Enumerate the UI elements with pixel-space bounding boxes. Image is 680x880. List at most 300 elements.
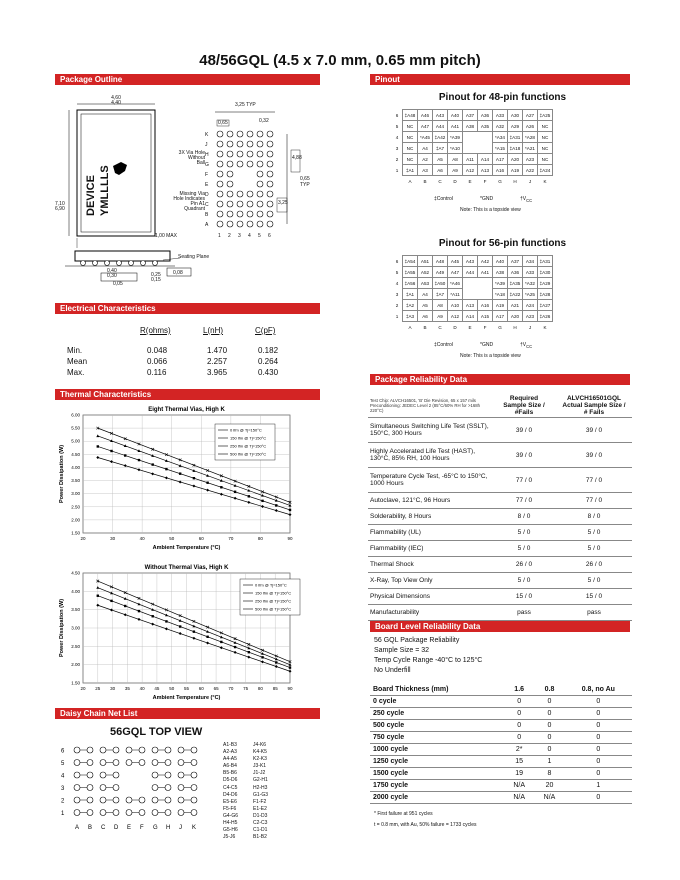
pin-cell: A14 [463,311,478,322]
daisy-ball [126,797,132,803]
board-cell-c: 750 cycle [370,732,504,744]
col-label: E [468,178,472,184]
pin-cell: A36 [478,110,493,121]
data-point [152,615,154,617]
reliability-test: Thermal Shock [368,557,492,573]
data-point [206,636,208,638]
daisy-ball [152,785,158,791]
row-label: 1 [395,167,399,173]
pin-cell: NC [403,154,418,165]
board-cell-b: 8 [534,768,564,780]
daisy-right-list: J4-K6 K4-K5 K2-K3 J3-K1 J1-J2 G2-H1 H2-H3 G1-G3 F1-F2 E1-E2 D1-D3 C2-C3 C1-D1 B1-B2 [253,742,269,841]
chart-title: Without Thermal Vias, High K [144,565,229,571]
y-tick-label: 4.50 [71,570,80,576]
dim-width: 4,60 4,40 [111,95,121,106]
pin-cell: *A39 [448,132,463,143]
daisy-ball [139,797,145,803]
pin-cell: *A34 [493,132,508,143]
board-cell-d: 0 [565,768,632,780]
daisy-grid-svg [55,742,215,842]
board-cell-d: 0 [565,792,632,804]
x-tick-label: 45 [154,686,160,691]
legend-entry: 150 lfm @ Tj=150°C [230,435,267,441]
reliability-act: 77 / 0 [556,468,632,493]
x-tick-label: 65 [213,686,219,691]
thermal-chart-eight-vias [55,400,320,555]
x-tick-label: 70 [228,686,234,691]
pin-cell [463,132,478,143]
daisy-ball [74,810,80,816]
board-row [370,708,632,720]
pin-cell: ‡A29 [538,278,553,289]
x-tick-label: 30 [110,686,116,691]
page-title: 48/56GQL (4.5 x 7.0 mm, 0.65 mm pitch) [199,52,481,69]
daisy-ball [87,797,93,803]
pin-cell: A19 [508,165,523,176]
board-row [370,696,632,708]
header-08-noau: 0.8, no Au [565,684,632,696]
daisy-col-label: B [88,825,93,831]
legend-entry: 500 lfm @ Tj=150°C [230,451,267,457]
col-label: H [513,324,517,330]
data-point [124,454,126,456]
dim-040: 0,40 0,30 [107,268,117,279]
cell-l: 2.257 [207,357,228,366]
row-label: 6 [395,258,399,264]
lot-marking: YMLLLLS [99,165,111,216]
board-cell-a: N/A [504,792,534,804]
board-cell-c: 1750 cycle [370,780,504,792]
cell-r: 0.066 [147,357,168,366]
reliability-row [368,605,632,621]
pin-cell: ‡A27 [538,300,553,311]
board-cell-a: 0 [504,732,534,744]
dim-065: 0,65 [218,120,228,126]
board-cell-a: 0 [504,708,534,720]
data-point [261,656,263,658]
y-tick-label: 5.00 [71,438,80,444]
col-label: F [483,324,487,330]
pin-cell: A5 [418,300,433,311]
x-tick-label: 20 [80,536,86,541]
board-row [370,732,632,744]
daisy-ball [100,810,106,816]
data-point [193,477,195,479]
reliability-test: Flammability (UL) [368,525,492,541]
reliability-act: 39 / 0 [556,443,632,468]
pin-cell: A6 [433,165,448,176]
reliability-row [368,468,632,493]
pin-cell [463,143,478,154]
data-point [289,666,291,668]
x-tick-label: 55 [183,686,190,691]
daisy-ball [139,760,145,766]
reliability-test: X-Ray, Top View Only [368,573,492,589]
section-board-reliability: Board Level Reliability Data [370,621,630,632]
board-row [370,720,632,732]
daisy-ball [87,772,93,778]
header-16: 1.6 [504,684,534,696]
data-point [165,468,167,470]
daisy-row-label: 3 [61,786,65,792]
pin-cell: NC [538,121,553,132]
pin-cell: ‡A54 [403,256,418,267]
data-point [110,450,112,452]
legend-vcc-sub: CC [526,198,533,203]
cell-c: 0.182 [258,346,279,355]
col-label: B [423,178,427,184]
board-cell-d: 0 [565,744,632,756]
daisy-ball [152,810,158,816]
board-row [370,792,632,804]
reliability-row [368,573,632,589]
row-label: 6 [395,112,399,118]
reliability-act: 5 / 0 [556,541,632,557]
daisy-ball [100,772,106,778]
pin-cell: A14 [478,154,493,165]
pin-cell: A30 [508,110,523,121]
data-point [193,630,195,632]
daisy-ball [165,747,171,753]
reliability-act: 39 / 0 [556,418,632,443]
y-axis-label: Power Dissipation (W) [59,598,65,658]
pin-cell: A43 [463,256,478,267]
x-tick-label: 30 [110,536,116,541]
board-row [370,756,632,768]
pin-cell: A49 [433,267,448,278]
board-cell-c: 0 cycle [370,696,504,708]
pin-cell: *A46 [448,278,463,289]
col-label: A [408,178,412,184]
reliability-test: Flammability (IEC) [368,541,492,557]
data-point [110,600,112,602]
row-label: 4 [395,280,399,286]
legend-entry: 250 lfm @ Tj=150°C [230,443,267,449]
chart-title: Eight Thermal Vias, High K [148,407,225,413]
missing-via-note: Missing Via Hole Indicates Pin A1 Quadrant [173,191,205,212]
daisy-row-label: 4 [61,773,65,780]
data-point [97,445,99,447]
board-cell-c: 1500 cycle [370,768,504,780]
cell-r: 0.048 [147,346,168,355]
pin-cell [463,289,478,300]
data-point [248,651,250,653]
daisy-row-label: 5 [61,761,65,767]
daisy-ball [113,785,119,791]
daisy-ball [139,747,145,753]
daisy-ball [191,772,197,778]
x-tick-label: 85 [272,686,278,691]
pinout48-note: Note: This is a topside view [460,207,521,213]
daisy-left-list: A1-B3 A2-A3 A4-A5 A6-B4 B5-B6 D5-D6 C4-C5 D4-D6 E5-E6 F5-F6 G4-G6 H4-H5 G5-H6 J5-J6 [223,742,239,841]
daisy-col-label: G [153,825,158,831]
row-label: 2 [395,156,399,162]
col-label: E [468,324,472,330]
pin-cell: A12 [463,165,478,176]
x-tick-label: 60 [198,536,204,541]
pin-cell: *A39 [493,278,508,289]
reliability-row [368,557,632,573]
daisy-ball [100,747,106,753]
pin-cell: A32 [493,121,508,132]
pin-cell: A40 [448,110,463,121]
legend-control: ‡Control [434,196,453,202]
pin-cell: *A21 [523,143,538,154]
pin-cell: A41 [478,267,493,278]
pin-cell: A41 [448,121,463,132]
reliability-row [368,418,632,443]
col-label: C [438,324,442,330]
reliability-req: pass [492,605,556,621]
data-point [275,504,277,506]
y-tick-label: 1.50 [71,530,80,536]
reliability-test: Temperature Cycle Test, -65°C to 150°C, 1000 Hours [368,468,492,493]
reliability-row [368,443,632,468]
pin-cell: A26 [523,121,538,132]
board-cell-d: 0 [565,720,632,732]
legend-gnd: *GND [480,342,494,348]
reliability-req: 15 / 0 [492,589,556,605]
dim-065typ: 0,65 TYP [300,176,310,188]
x-tick-label: 20 [80,686,86,691]
header-r: R(ohms) [140,326,171,335]
x-tick-label: 40 [139,686,145,691]
pin-cell: A38 [493,267,508,278]
daisy-col-label: J [179,825,182,831]
section-daisy: Daisy Chain Net List [55,708,320,719]
dim-008: 0,08 [173,270,183,276]
data-point [152,463,154,465]
pin-cell: A23 [523,311,538,322]
reliability-row [368,509,632,525]
y-tick-label: 4.00 [71,464,80,470]
pin-cell: A34 [523,256,538,267]
data-point [124,605,126,607]
pin-cell: A24 [523,300,538,311]
pin-cell: A40 [493,256,508,267]
daisy-ball [139,810,145,816]
pin-cell: ‡A31 [508,132,523,143]
row-label: 1 [395,313,399,319]
daisy-ball [113,797,119,803]
pin-cell: A36 [508,267,523,278]
daisy-ball [126,760,132,766]
col-label: K [543,324,547,330]
pin-cell: A20 [508,311,523,322]
board-cell-c: 1250 cycle [370,756,504,768]
dim-488: 4,88 [292,155,302,161]
board-row [370,780,632,792]
reliability-req: 39 / 0 [492,443,556,468]
pin-cell: ‡A31 [538,256,553,267]
pin-cell: A9 [433,311,448,322]
daisy-col-label: F [140,825,144,831]
pin-cell: ‡A7 [433,143,448,154]
reliability-req: 77 / 0 [492,493,556,509]
pinout48-title: Pinout for 48-pin functions [438,92,567,103]
col-label: A [408,324,412,330]
daisy-ball [74,747,80,753]
y-tick-label: 3.50 [71,478,80,484]
pin-cell: ‡A24 [538,165,553,176]
cell-c: 0.264 [258,357,279,366]
y-tick-label: 6.00 [71,412,80,418]
daisy-ball [126,810,132,816]
daisy-ball [152,797,158,803]
reliability-req: 77 / 0 [492,468,556,493]
board-cell-a: N/A [504,780,534,792]
reliability-test: Autoclave, 121°C, 96 Hours [368,493,492,509]
pin-cell: A6 [418,311,433,322]
pin-cell: ‡A28 [538,289,553,300]
col-label: D [453,324,457,330]
row-label: Mean [67,357,88,366]
pin-cell: A48 [433,256,448,267]
pin-cell: ‡A26 [538,311,553,322]
pin-cell: ‡A48 [403,110,418,121]
daisy-ball [100,797,106,803]
y-tick-label: 4.00 [71,588,80,594]
board-cell-b: N/A [534,792,564,804]
pin-cell: A10 [448,300,463,311]
board-cell-d: 0 [565,756,632,768]
pin-cell: A51 [418,256,433,267]
y-tick-label: 2.50 [71,504,80,510]
pin-cell: ‡A1 [403,165,418,176]
pin-cell: ‡A56 [403,278,418,289]
daisy-ball [165,772,171,778]
legend-gnd: *GND [480,196,494,202]
section-package-reliability: Package Reliability Data [370,374,630,385]
daisy-ball [87,747,93,753]
test-conditions: Test Chip: ALVCH16501, 'B' Die Revision, 65 x 157 mils Preconditioning: JEDEC Level 2 (85°C/60% RH for >168h 220°C) [368,394,492,418]
x-tick-label: 90 [287,536,293,541]
row-label: 3 [395,145,399,151]
pin-cell: NC [403,143,418,154]
reliability-test: Physical Dimensions [368,589,492,605]
data-point [289,509,291,511]
pin-cell: A4 [418,143,433,154]
daisy-col-label: K [192,825,197,831]
daisy-ball [178,810,184,816]
reliability-row [368,493,632,509]
via-note: 3X Via Hole Without Ball [178,150,205,166]
daisy-ball [178,785,184,791]
x-tick-label: 50 [169,686,175,691]
section-electrical: Electrical Characteristics [55,303,320,314]
pin-cell [478,132,493,143]
col-label: G [498,178,502,184]
pin-cell: ‡A42 [433,132,448,143]
x-tick-label: 90 [287,686,293,691]
col-label: D [453,178,457,184]
daisy-ball [113,747,119,753]
pin-cell: *A45 [418,132,433,143]
col-label: C [438,178,442,184]
reliability-row [368,541,632,557]
pin-cell: *A25 [523,289,538,300]
ball-grid [217,131,273,227]
y-tick-label: 3.50 [71,607,80,613]
dim-005: 0,05 [113,281,123,287]
pin-cell: A45 [448,256,463,267]
board-cell-b: 20 [534,780,564,792]
reliability-test: Manufacturability [368,605,492,621]
data-point [275,661,277,663]
reliability-row [368,589,632,605]
pin-cell: A12 [448,311,463,322]
col-label: B [423,324,427,330]
header-l: L(nH) [203,326,224,335]
daisy-ball [74,772,80,778]
daisy-ball [191,810,197,816]
pin-cell: ‡A22 [508,289,523,300]
x-tick-label: 25 [95,686,101,691]
pin-cell: *A28 [523,132,538,143]
daisy-ball [165,797,171,803]
daisy-ball [74,760,80,766]
pinout56-block [370,238,635,359]
board-cell-b: 0 [534,732,564,744]
device-marking: DEVICE [85,175,97,216]
cell-l: 1.470 [207,346,228,355]
pin-cell: A17 [493,154,508,165]
legend-entry: 0 lfm @ Tj=150°C [255,582,287,588]
daisy-col-label: H [166,825,171,831]
data-point [179,472,181,474]
header-thickness: Board Thickness (mm) [370,684,504,696]
section-thermal: Thermal Characteristics [55,389,320,400]
pin-cell: A35 [478,121,493,132]
daisy-ball [165,810,171,816]
x-tick-label: 40 [139,536,145,541]
daisy-ball [100,785,106,791]
data-point [220,486,222,488]
legend-entry: 0 lfm @ Tj=150°C [230,427,262,433]
y-tick-label: 4.50 [71,451,80,457]
x-tick-label: 75 [243,686,249,691]
x-tick-label: 35 [124,686,130,691]
board-cell-a: 0 [504,696,534,708]
legend-entry: 500 lfm @ Tj=150°C [255,606,292,612]
row-label: 5 [395,269,399,275]
row-label: Min. [67,346,83,355]
board-info: 56 GQL Package Reliability Sample Size = 32 Temp Cycle Range -40°C to 125°C No Underfill [374,637,483,674]
board-cell-a: 2* [504,744,534,756]
pin-cell: A9 [448,165,463,176]
reliability-test: Simultaneous Switching Life Test (SSLT), 150°C, 300 Hours [368,418,492,443]
pin-cell: A38 [463,121,478,132]
pin-cell: NC [538,132,553,143]
data-point [179,625,181,627]
daisy-ball [191,785,197,791]
reliability-row [368,525,632,541]
daisy-ball [113,760,119,766]
daisy-ball [100,760,106,766]
pin-cell: A44 [433,121,448,132]
reliability-req: 5 / 0 [492,573,556,589]
seating-plane: Seating Plane [178,254,210,260]
package-outline-drawing: 4,60 4,40 7,10 6,90 DEVICE YMLLLLS 3,25 TYP 0,65 0,32 3X Via Hole Without Ball Missing Via Hole Indicates Pin A1 Quadrant 1,00 MAX Seating Plane 0,40 0,30 0,25 0,15 0,05 0,08 0,65 TYP 4,88 3,25 K J H G F E D C B A 1 2 3 4 5 6 [55,88,320,298]
board-cell-c: 250 cycle [370,708,504,720]
board-cell-b: 1 [534,756,564,768]
pin-cell: *A11 [448,289,463,300]
daisy-ball [74,797,80,803]
pin-cell [478,278,493,289]
dim-025: 0,25 0,15 [151,272,161,283]
board-cell-c: 2000 cycle [370,792,504,804]
y-axis-label: Power Dissipation (W) [59,444,65,504]
